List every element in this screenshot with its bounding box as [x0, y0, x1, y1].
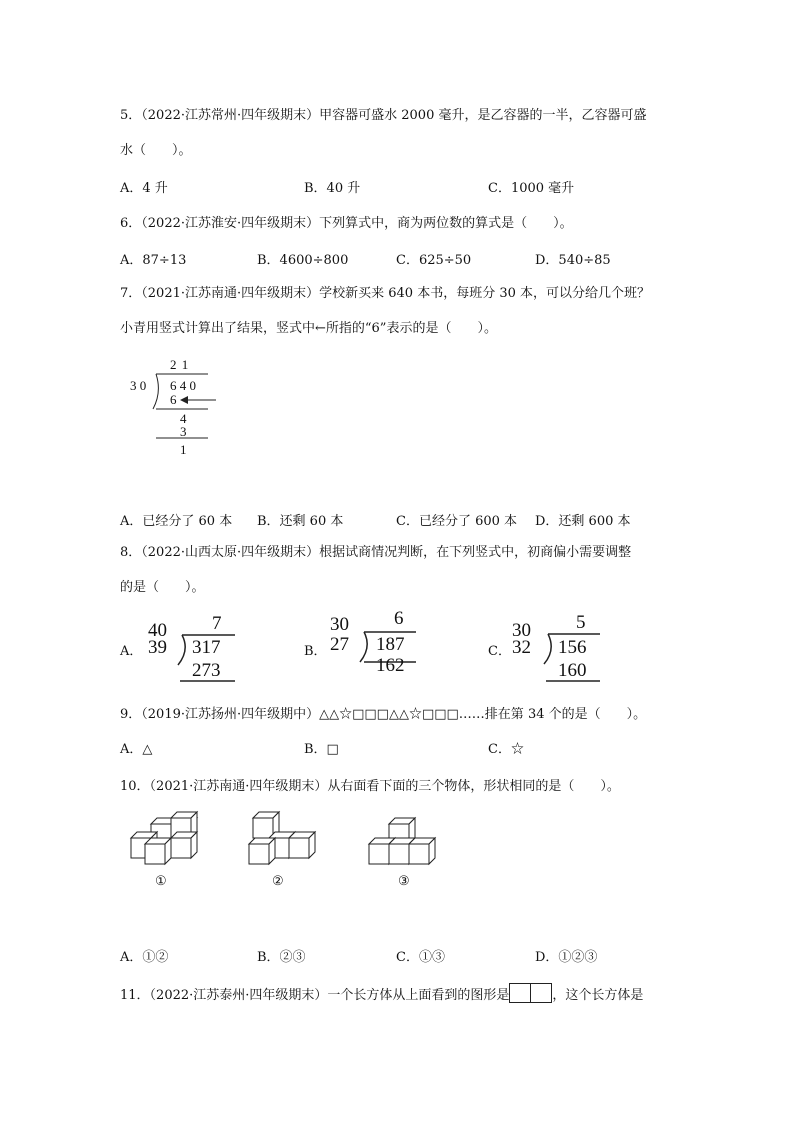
q7-option-d[interactable]: D．还剩 600 本 [535, 514, 631, 529]
q8-b-label: B． [304, 644, 327, 659]
q7-stem-line2: 小青用竖式计算出了结果，竖式中←所指的“6”表示的是（ ）。 [120, 321, 497, 336]
q8-c-label: C． [488, 644, 511, 659]
q8-option-c[interactable] [488, 610, 618, 685]
q6-option-c[interactable]: C．625÷50 [396, 253, 472, 268]
q8-option-b[interactable] [304, 607, 434, 682]
q10-figure-3 [369, 818, 435, 864]
q8-b-quotient: 6 [394, 608, 404, 629]
q8-c-trial: 30 [512, 620, 531, 641]
q6-option-a[interactable]: A．87÷13 [120, 253, 187, 268]
q8-b-divisor: 27 [330, 634, 349, 655]
q10-figure-label-1: ① [155, 874, 167, 889]
q8-a-dividend: 317 [192, 637, 221, 658]
q8-stem-line1: 8．（2022·山西太原·四年级期末）根据试商情况判断，在下列竖式中，初商偏小需要调整 [120, 545, 632, 560]
q7-step-6: 6 [170, 392, 177, 407]
q10-option-b[interactable]: B．②③ [257, 950, 306, 965]
q7-dividend: 6 4 0 [170, 378, 196, 393]
q10-figure-label-2: ② [272, 874, 284, 889]
q8-a-trial: 40 [148, 620, 167, 641]
q5-option-b[interactable]: B．40 升 [304, 181, 361, 196]
q8-b-dividend: 187 [376, 634, 405, 655]
q6-option-d[interactable]: D．540÷85 [535, 253, 611, 268]
q7-divisor: 3 0 [130, 378, 147, 393]
q10-stem: 10．（2021·江苏南通·四年级期末）从右面看下面的三个物体，形状相同的是（ ）。 [120, 779, 620, 794]
q7-long-division [120, 355, 230, 460]
q9-stem: 9．（2019·江苏扬州·四年级期中）△△☆□□□△△☆□□□……排在第 34 个的是（ ）。 [120, 707, 647, 722]
q8-b-trial: 30 [330, 614, 349, 635]
q8-a-lines [120, 610, 250, 685]
q10-option-a[interactable]: A．①② [120, 950, 169, 965]
q5-option-c[interactable]: C．1000 毫升 [488, 181, 575, 196]
q10-option-d[interactable]: D．①②③ [535, 950, 598, 965]
q8-b-product: 162 [376, 655, 405, 676]
q6-stem: 6．（2022·江苏淮安·四年级期末）下列算式中，商为两位数的算式是（ ）。 [120, 216, 573, 231]
q7-stem-line1: 7．（2021·江苏南通·四年级期末）学校新买来 640 本书，每班分 30 本，可以分给几个班？ [120, 286, 651, 301]
q8-a-label: A． [120, 644, 143, 659]
q11-top-view-cell-1 [509, 983, 531, 1003]
q8-a-divisor: 39 [148, 637, 167, 658]
q6-option-b[interactable]: B．4600÷800 [257, 253, 349, 268]
q10-figure-1 [131, 812, 197, 864]
q7-step-3: 3 [180, 424, 187, 439]
q11-stem [120, 983, 643, 1003]
q10-figure-label-3: ③ [398, 874, 410, 889]
q9-option-a[interactable]: A．△ [120, 742, 153, 757]
q5-stem-line2: 水（ ）。 [120, 143, 192, 158]
q11-stem-pre: 11．（2022·江苏泰州·四年级期末）一个长方体从上面看到的图形是 [120, 988, 510, 1003]
q8-b-lines [304, 607, 434, 682]
q7-option-a[interactable]: A．已经分了 60 本 [120, 514, 233, 529]
q8-a-product: 273 [192, 660, 221, 681]
q9-option-b[interactable]: B．□ [304, 742, 339, 757]
q11-top-view-cell-2 [531, 983, 552, 1003]
q5-stem-line1: 5．（2022·江苏常州·四年级期末）甲容器可盛水 2000 毫升，是乙容器的一半，乙容器可盛 [120, 108, 647, 123]
q5-option-a[interactable]: A．4 升 [120, 181, 168, 196]
q8-option-a[interactable] [120, 610, 250, 685]
q8-a-quotient: 7 [212, 613, 222, 634]
q8-stem-line2: 的是（ ）。 [120, 580, 205, 595]
q7-option-c[interactable]: C．已经分了 600 本 [396, 514, 518, 529]
q10-cube-figures [125, 808, 445, 873]
q10-figure-2 [249, 812, 315, 864]
q7-step-4: 4 [180, 411, 187, 426]
q8-c-product: 160 [558, 660, 587, 681]
q9-option-c[interactable]: C．☆ [488, 742, 524, 757]
q10-option-c[interactable]: C．①③ [396, 950, 445, 965]
q7-option-b[interactable]: B．还剩 60 本 [257, 514, 344, 529]
q8-c-lines [488, 610, 618, 685]
q7-remainder: 1 [180, 442, 187, 457]
q11-stem-post: ，这个长方体是 [552, 988, 644, 1003]
q8-c-dividend: 156 [558, 637, 587, 658]
q7-quotient: 2 1 [170, 357, 190, 372]
q8-c-quotient: 5 [576, 612, 586, 633]
q8-c-divisor: 32 [512, 637, 531, 658]
